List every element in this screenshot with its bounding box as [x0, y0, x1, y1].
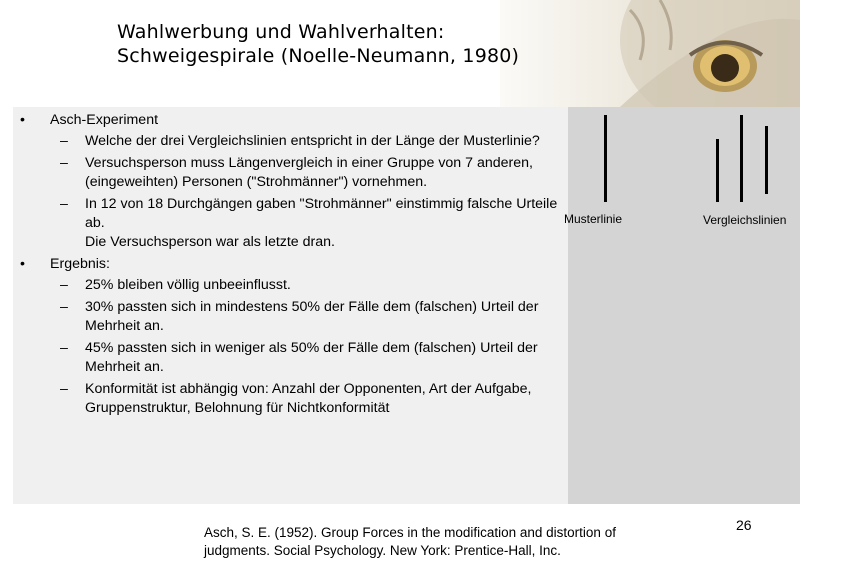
comparison-line-3	[765, 126, 768, 194]
citation-line-1: Asch, S. E. (1952). Group Forces in the modification and distortion of	[204, 525, 616, 540]
sub-item	[20, 339, 565, 377]
bullet-asch-experiment	[20, 111, 565, 130]
sub-item	[20, 195, 565, 252]
dash-mark: –	[60, 340, 68, 356]
bullet-text: Asch-Experiment	[50, 112, 159, 128]
bullet-text: Ergebnis:	[50, 256, 110, 272]
bullet-mark: •	[20, 112, 25, 128]
sub-item-text: 30% passten sich in mindestens 50% der Fälle dem (falschen) Urteil der Mehrheit an.	[85, 299, 539, 334]
comparison-lines-label: Vergleichslinien	[703, 213, 787, 227]
bullet-ergebnis	[20, 255, 565, 274]
dash-mark: –	[60, 196, 68, 212]
dash-mark: –	[60, 381, 68, 397]
citation	[204, 524, 724, 560]
sub-item-text: Konformität ist abhängig von: Anzahl der Opponenten, Art der Aufgabe, Gruppenstruktur, Belohnung für Nichtkonformität	[85, 381, 532, 416]
sub-item-text: Welche der drei Vergleichslinien entspricht in der Länge der Musterlinie?	[85, 133, 540, 149]
standard-line-label: Musterlinie	[564, 212, 623, 226]
sub-item	[20, 276, 565, 295]
slide-content	[20, 111, 565, 421]
dash-mark: –	[60, 155, 68, 171]
sub-item	[20, 154, 565, 192]
owl-background-image	[500, 0, 800, 107]
dash-mark: –	[60, 133, 68, 149]
dash-mark: –	[60, 277, 68, 293]
page-number: 26	[736, 517, 752, 533]
citation-line-2: judgments. Social Psychology. New York: Prentice-Hall, Inc.	[204, 543, 561, 558]
dash-mark: –	[60, 299, 68, 315]
sub-item-text: In 12 von 18 Durchgängen gaben "Strohmänner" einstimmig falsche Urteile ab.	[85, 196, 558, 231]
title-line-1: Wahlwerbung und Wahlverhalten:	[117, 21, 445, 43]
slide-title	[117, 20, 519, 68]
owl-eye-illustration	[500, 0, 800, 107]
sub-item	[20, 298, 565, 336]
sub-item-text-line2: Die Versuchsperson war als letzte dran.	[85, 234, 335, 250]
comparison-line-1	[716, 139, 719, 202]
sub-item-text: Versuchsperson muss Längenvergleich in einer Gruppe von 7 anderen, (eingeweihten) Personen ("Strohmänner") vornehmen.	[85, 155, 533, 190]
title-line-2: Schweigespirale (Noelle-Neumann, 1980)	[117, 45, 520, 67]
bullet-mark: •	[20, 256, 25, 272]
standard-line	[604, 115, 607, 202]
sub-item	[20, 132, 565, 151]
sub-item-text: 25% bleiben völlig unbeeinflusst.	[85, 277, 291, 293]
sub-item	[20, 380, 565, 418]
sub-item-text: 45% passten sich in weniger als 50% der Fälle dem (falschen) Urteil der Mehrheit an.	[85, 340, 538, 375]
comparison-line-2	[740, 115, 743, 202]
